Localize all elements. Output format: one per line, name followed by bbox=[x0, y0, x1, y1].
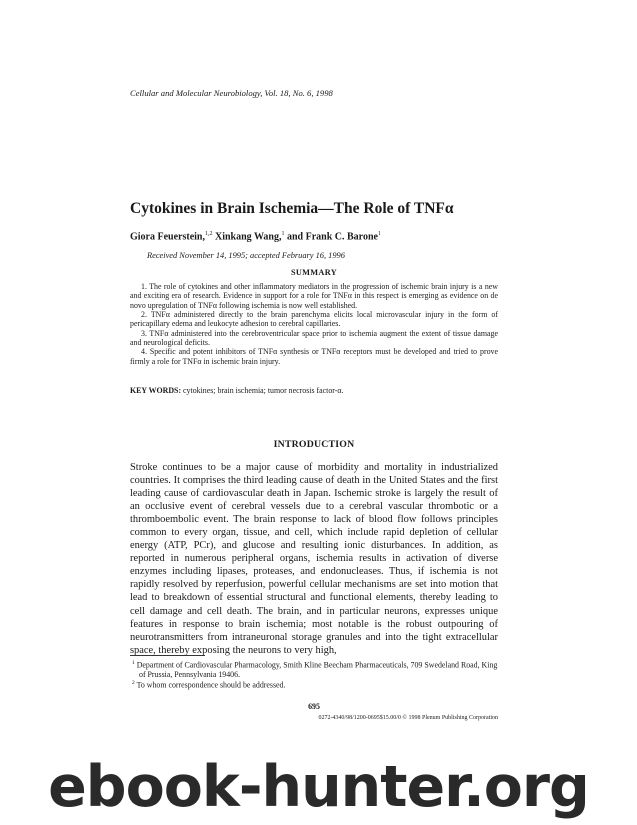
footnote-text: Department of Cardiovascular Pharmacology, Smith Kline Beecham Pharmaceuticals, 709 Swedeland Road, King of Prussia, Pennsylvania 19406. bbox=[134, 660, 498, 679]
author-name: and Frank C. Barone bbox=[284, 231, 378, 243]
author-name: Giora Feuerstein, bbox=[130, 231, 205, 243]
summary-paragraph: 3. TNFα administered into the cerebroventricular space prior to ischemia augment the extent of tissue damage and neurological deficits. bbox=[130, 328, 498, 348]
author-affiliation-mark: 1,2 bbox=[204, 231, 213, 237]
key-words-label: KEY WORDS: bbox=[130, 386, 182, 395]
summary-text bbox=[130, 282, 498, 366]
summary-paragraph: 4. Specific and potent inhibitors of TNFα synthesis or TNFα receptors must be developed and tried to prove firmly a role for TNFα in ischemic brain injury. bbox=[130, 347, 498, 366]
author-list bbox=[130, 231, 381, 242]
footnote-item bbox=[130, 679, 498, 690]
footnote-mark: 1 bbox=[132, 660, 135, 666]
footnote-item bbox=[130, 659, 498, 679]
author-name: Xinkang Wang, bbox=[212, 231, 282, 243]
journal-citation: Cellular and Molecular Neurobiology, Vol. 18, No. 6, 1998 bbox=[130, 88, 333, 98]
author-affiliation-mark: 1 bbox=[377, 231, 381, 237]
introduction-heading: INTRODUCTION bbox=[273, 439, 355, 450]
key-words-list: cytokines; brain ischemia; tumor necrosis factor-α. bbox=[181, 386, 344, 395]
footnotes bbox=[130, 659, 498, 690]
footnote-divider bbox=[130, 655, 205, 656]
footnote-mark: 2 bbox=[132, 680, 135, 687]
summary-paragraph: 1. The role of cytokines and other inflammatory mediators in the progression of ischemic brain injury is a new and exciting era of research. Evidence in support for a role for TNFα in this respect is emerging as evidence on de novo upregulation of TNFα following ischemia is now well established. bbox=[130, 282, 498, 310]
introduction-body bbox=[130, 461, 498, 657]
author-affiliation-mark: 1 bbox=[281, 231, 285, 237]
key-words bbox=[130, 386, 498, 395]
footnote-text: To whom correspondence should be addressed. bbox=[134, 680, 286, 690]
introduction-paragraph: Stroke continues to be a major cause of morbidity and mortality in industrialized countries. It comprises the third leading cause of death in the United States and the first leading cause of cardiovascular death in Japan. Ischemic stroke is largely the result of an occlusive event of cerebral vessels due to a cerebral vascular thrombotic or a thromboembolic event. The brain response to lack of blood flow follows principles common to every organ, tissue, and cell, which include rapid depletion of cellular energy (ATP, PCr), and glucose and resulting ionic disturbances. In addition, as reported in numerous peripheral organs, ischemia results in activation of diverse enzymes including lipases, proteases, and endonucleases. Thus, if ischemia is not rapidly resolved by reperfusion, powerful cellular mechanisms are set into motion that lead to breakdown of essential structural and functional elements, thereby leading to cell damage and cell death. The brain, and in particular neurons, expresses unique features in response to brain ischemia; most notable is the robust outpouring of neurotransmitters from intraneuronal storage granules and into the tight extracellular space, thereby exposing the neurons to very high, bbox=[130, 462, 498, 656]
article-title: Cytokines in Brain Ischemia—The Role of TNFα bbox=[130, 200, 454, 217]
received-dates: Received November 14, 1995; accepted February 16, 1996 bbox=[147, 251, 345, 260]
summary-heading: SUMMARY bbox=[290, 268, 338, 277]
watermark: ebook-hunter.org bbox=[48, 754, 589, 820]
copyright-line: 0272-4340/98/1200-0695$15.00/0 © 1998 Plenum Publishing Corporation bbox=[318, 715, 498, 721]
summary-paragraph: 2. TNFα administered directly to the brain parenchyma elicits local microvascular injury in the form of pericapillary edema and leukocyte adhesion to cerebral capillaries. bbox=[130, 310, 498, 329]
page-number: 695 bbox=[308, 702, 320, 711]
